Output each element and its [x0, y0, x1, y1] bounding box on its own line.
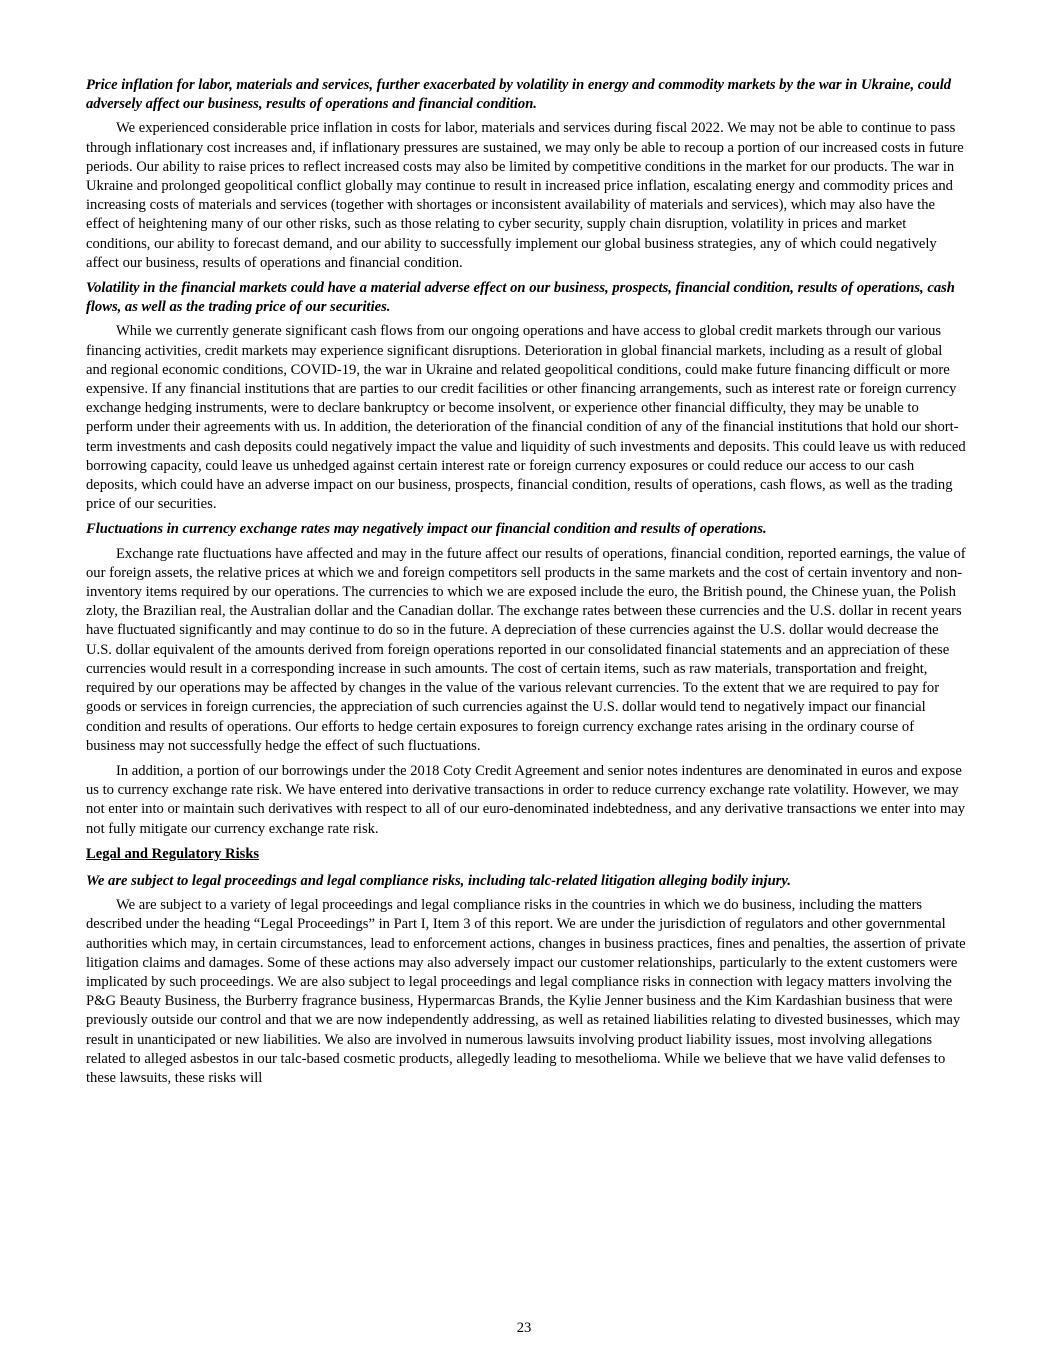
section-heading-legal: We are subject to legal proceedings and legal compliance risks, including talc-related litigation alleging bodily injury. — [86, 872, 791, 889]
paragraph-currency-2: In addition, a portion of our borrowings under the 2018 Coty Credit Agreement and senior notes indentures are denominated in euros and expose us to currency exchange rate risk. We have entered into derivative transactions in order to reduce currency exchange rate volatility. However, we may not enter into or maintain such derivatives with respect to all of our euro-denominated indebtedness, and any derivative transactions we enter into may not fully mitigate our currency exchange rate risk. — [86, 762, 966, 837]
section-heading-currency: Fluctuations in currency exchange rates may negatively impact our financial condition and results of operations. — [86, 521, 767, 538]
document-page — [86, 76, 966, 1094]
paragraph-financial-markets: While we currently generate significant cash flows from our ongoing operations and have access to global credit markets through our various financing activities, credit markets may experience significant disruptions. Deterioration in global financial markets, including as a result of global and regional economic conditions, COVID-19, the war in Ukraine and related geopolitical conditions, could make future financing difficult or more expensive. If any financial institutions that are parties to our credit facilities or other financing arrangements, such as interest rate or foreign currency exchange hedging instruments, were to declare bankruptcy or become insolvent, or experience other financial difficulty, they may be unable to perform under their agreements with us. In addition, the deterioration of the financial condition of any of the financial institutions that hold our short-term investments and cash deposits could negatively impact the value and liquidity of such investments and deposits. This could leave us with reduced borrowing capacity, could leave us unhedged against certain interest rate or foreign currency exposures or could reduce our access to our cash deposits, which could have an adverse impact on our business, prospects, financial condition, results of operations, cash flows, as well as the trading price of our securities. — [86, 323, 966, 513]
page-number: 23 — [516, 1320, 532, 1336]
paragraph-price-inflation: We experienced considerable price inflation in costs for labor, materials and services during fiscal 2022. We may not be able to continue to pass through inflationary cost increases and, if inflationary pressures are sustained, we may only be able to recoup a portion of our increased costs in future periods. Our ability to raise prices to reflect increased costs may also be limited by competitive conditions in the market for our products. The war in Ukraine and prolonged geopolitical conflict globally may continue to result in increased price inflation, escalating energy and commodity prices and increasing costs of materials and services (together with shortages or inconsistent availability of materials and services), which may also have the effect of heightening many of our other risks, such as those relating to cyber security, supply chain disruption, volatility in prices and market conditions, our ability to forecast demand, and our ability to successfully implement our global business strategies, any of which could negatively affect our business, results of operations and financial condition. — [86, 120, 964, 271]
section-heading-price-inflation: Price inflation for labor, materials and services, further exacerbated by volatility in energy and commodity markets by the war in Ukraine, could adversely affect our business, results of operations and financial condition. — [86, 77, 952, 113]
paragraph-currency-1: Exchange rate fluctuations have affected and may in the future affect our results of operations, financial condition, reported earnings, the value of our foreign assets, the relative prices at which we and foreign competitors sell products in the same markets and the cost of certain inventory and non-inventory items required by our operations. The currencies to which we are exposed include the euro, the British pound, the Chinese yuan, the Polish zloty, the Brazilian real, the Australian dollar and the Canadian dollar. The exchange rates between these currencies and the U.S. dollar in recent years have fluctuated significantly and may continue to do so in the future. A depreciation of these currencies against the U.S. dollar would decrease the U.S. dollar equivalent of the amounts derived from foreign operations reported in our consolidated financial statements and an appreciation of these currencies would result in a corresponding increase in such amounts. The cost of certain items, such as raw materials, transportation and freight, required by our operations may be affected by changes in the value of the various relevant currencies. To the extent that we are required to pay for goods or services in foreign currencies, the appreciation of such currencies against the U.S. dollar would tend to negatively impact our financial condition and results of operations. Our efforts to hedge certain exposures to foreign currency exchange rates arising in the ordinary course of business may not successfully hedge the effect of such fluctuations. — [86, 545, 966, 754]
legal-section-title: Legal and Regulatory Risks — [86, 845, 260, 862]
paragraph-legal: We are subject to a variety of legal proceedings and legal compliance risks in the countries in which we do business, including the matters described under the heading “Legal Proceedings” in Part I, Item 3 of this report. We are under the jurisdiction of regulators and other governmental authorities which may, in certain circumstances, lead to enforcement actions, changes in business practices, fines and penalties, the assertion of private litigation claims and damages. Some of these actions may also adversely impact our customer relationships, particularly to the extent customers were implicated by such proceedings. We are also subject to legal proceedings and legal compliance risks in connection with legacy matters involving the P&G Beauty Business, the Burberry fragrance business, Hypermarcas Brands, the Kylie Jenner business and the Kim Kardashian business that were previously outside our control and that we are now independently addressing, as well as retained liabilities relating to divested businesses, which may result in unanticipated or new liabilities. We also are involved in numerous lawsuits involving product liability issues, most involving allegations related to alleged asbestos in our talc-based cosmetic products, allegedly leading to mesothelioma. While we believe that we have valid defenses to these lawsuits, these risks will — [86, 897, 966, 1086]
section-heading-financial-markets: Volatility in the financial markets could have a material adverse effect on our business, prospects, financial condition, results of operations, cash flows, as well as the trading price of our securities. — [86, 280, 955, 316]
